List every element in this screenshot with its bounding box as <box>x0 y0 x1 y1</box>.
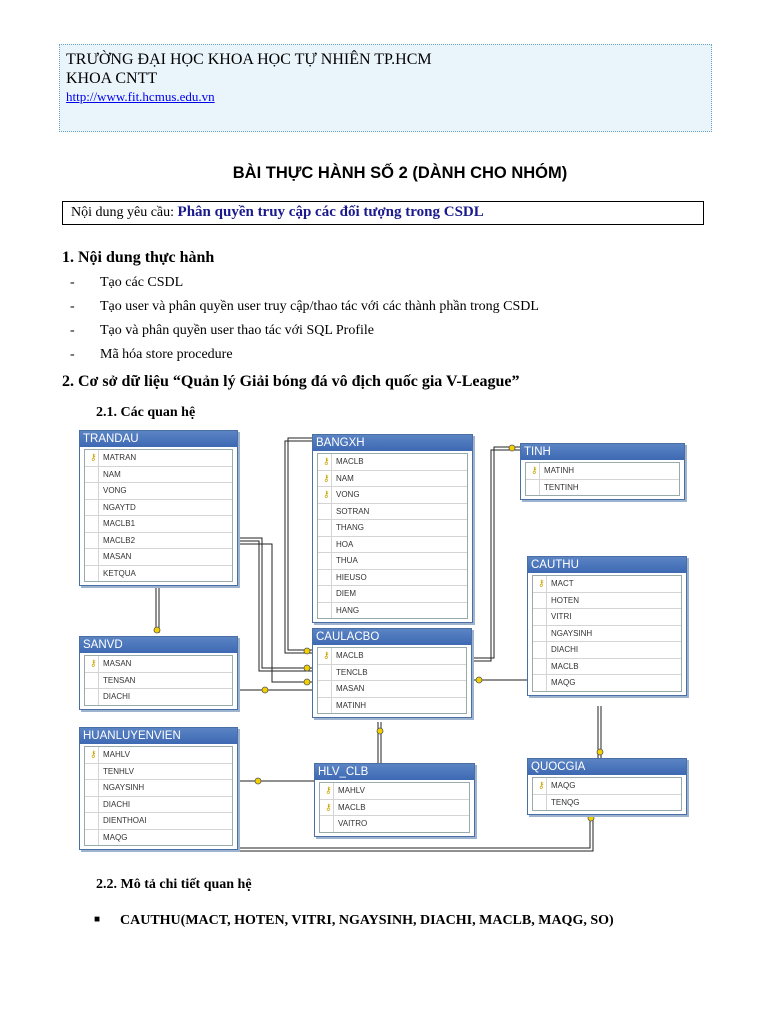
er-column: NGAYSINH <box>533 626 681 643</box>
list-item: - Mã hóa store procedure <box>70 347 233 362</box>
er-table-trandau <box>79 430 238 586</box>
er-table-title: TRANDAU <box>80 431 237 447</box>
er-column: ⚷ MATRAN <box>85 450 232 467</box>
er-column: DIACHI <box>85 797 232 814</box>
primary-key-icon: ⚷ <box>90 658 97 668</box>
primary-key-icon: ⚷ <box>323 489 330 499</box>
er-column: TENSAN <box>85 673 232 690</box>
er-column: THUA <box>318 553 467 570</box>
er-column: DIEM <box>318 586 467 603</box>
requirement-label: Nội dung yêu cầu: <box>71 205 175 220</box>
er-table-caulacbo <box>312 628 472 718</box>
list-item: - Tạo các CSDL <box>70 275 184 290</box>
er-column: NAM <box>85 467 232 484</box>
primary-key-icon: ⚷ <box>323 650 330 660</box>
er-column: HOTEN <box>533 593 681 610</box>
er-column: HANG <box>318 603 467 619</box>
er-table-tinh <box>520 443 685 500</box>
er-table-bangxh <box>312 434 473 623</box>
er-column: ⚷ MACLB <box>318 454 467 471</box>
er-table-title: TINH <box>521 444 684 460</box>
er-column: TENHLV <box>85 764 232 781</box>
er-column: ⚷ MACLB <box>320 800 469 817</box>
primary-key-icon: ⚷ <box>90 452 97 462</box>
er-column: TENTINH <box>526 480 679 496</box>
er-column: DIENTHOAI <box>85 813 232 830</box>
subsection-description: 2.2. Mô tả chi tiết quan hệ <box>96 877 252 892</box>
er-column: VAITRO <box>320 816 469 832</box>
bullet-icon: ■ <box>94 914 101 925</box>
er-column: VITRI <box>533 609 681 626</box>
er-table-hlv_clb <box>314 763 475 837</box>
er-table-title: HUANLUYENVIEN <box>80 728 237 744</box>
er-table-huanluyenvien <box>79 727 238 850</box>
primary-key-icon: ⚷ <box>531 465 538 475</box>
primary-key-icon: ⚷ <box>325 785 332 795</box>
page-title: BÀI THỰC HÀNH SỐ 2 (DÀNH CHO NHÓM) <box>232 164 568 182</box>
er-column: DIACHI <box>533 642 681 659</box>
primary-key-icon: ⚷ <box>90 749 97 759</box>
er-table-title: BANGXH <box>313 435 472 451</box>
er-column: ⚷ MAHLV <box>85 747 232 764</box>
er-column: MAQG <box>533 675 681 691</box>
primary-key-icon: ⚷ <box>538 578 545 588</box>
faculty-link[interactable]: http://www.fit.hcmus.edu.vn <box>66 89 215 104</box>
primary-key-icon: ⚷ <box>323 456 330 466</box>
list-item: - Tạo user và phân quyền user truy cập/thao tác với các thành phần trong CSDL <box>70 299 539 314</box>
list-item: - Tạo và phân quyền user thao tác với SQL Profile <box>70 323 374 338</box>
er-column: ⚷ NAM <box>318 471 467 488</box>
er-table-quocgia <box>527 758 687 815</box>
er-column: MACLB2 <box>85 533 232 550</box>
er-column: HOA <box>318 537 467 554</box>
er-column: MACLB1 <box>85 516 232 533</box>
er-column: THANG <box>318 520 467 537</box>
er-table-title: HLV_CLB <box>315 764 474 780</box>
er-column: MATINH <box>318 698 466 714</box>
er-column: ⚷ VONG <box>318 487 467 504</box>
er-table-sanvd <box>79 636 238 710</box>
er-column: DIACHI <box>85 689 232 705</box>
section1-heading: 1. Nội dung thực hành <box>62 249 215 266</box>
er-column: TENQG <box>533 795 681 811</box>
er-column: MACLB <box>533 659 681 676</box>
er-table-title: QUOCGIA <box>528 759 686 775</box>
er-table-title: CAULACBO <box>313 629 471 645</box>
er-table-cauthu <box>527 556 687 696</box>
er-column: MAQG <box>85 830 232 846</box>
er-column: ⚷ MACLB <box>318 648 466 665</box>
er-table-title: CAUTHU <box>528 557 686 573</box>
requirement-value: Phân quyền truy cập các đối tượng trong CSDL <box>177 204 484 220</box>
faculty-name: KHOA CNTT <box>66 70 158 87</box>
er-table-title: SANVD <box>80 637 237 653</box>
er-column: ⚷ MAQG <box>533 778 681 795</box>
section2-heading: 2. Cơ sở dữ liệu “Quản lý Giải bóng đá vô địch quốc gia V-League” <box>62 373 520 390</box>
er-column: MASAN <box>85 549 232 566</box>
subsection-relations: 2.1. Các quan hệ <box>96 405 196 420</box>
er-column: SOTRAN <box>318 504 467 521</box>
er-column: NGAYTD <box>85 500 232 517</box>
primary-key-icon: ⚷ <box>538 780 545 790</box>
er-column: ⚷ MACT <box>533 576 681 593</box>
er-column: VONG <box>85 483 232 500</box>
university-name: TRƯỜNG ĐẠI HỌC KHOA HỌC TỰ NHIÊN TP.HCM <box>66 51 432 68</box>
er-column: HIEUSO <box>318 570 467 587</box>
er-column: ⚷ MASAN <box>85 656 232 673</box>
relation-cauthu: ■ CAUTHU(MACT, HOTEN, VITRI, NGAYSINH, DIACHI, MACLB, MAQG, SO) <box>94 913 614 928</box>
er-column: TENCLB <box>318 665 466 682</box>
er-column: ⚷ MATINH <box>526 463 679 480</box>
er-column: ⚷ MAHLV <box>320 783 469 800</box>
er-column: KETQUA <box>85 566 232 582</box>
er-column: MASAN <box>318 681 466 698</box>
er-column: NGAYSINH <box>85 780 232 797</box>
primary-key-icon: ⚷ <box>323 472 330 483</box>
primary-key-icon: ⚷ <box>325 801 332 812</box>
